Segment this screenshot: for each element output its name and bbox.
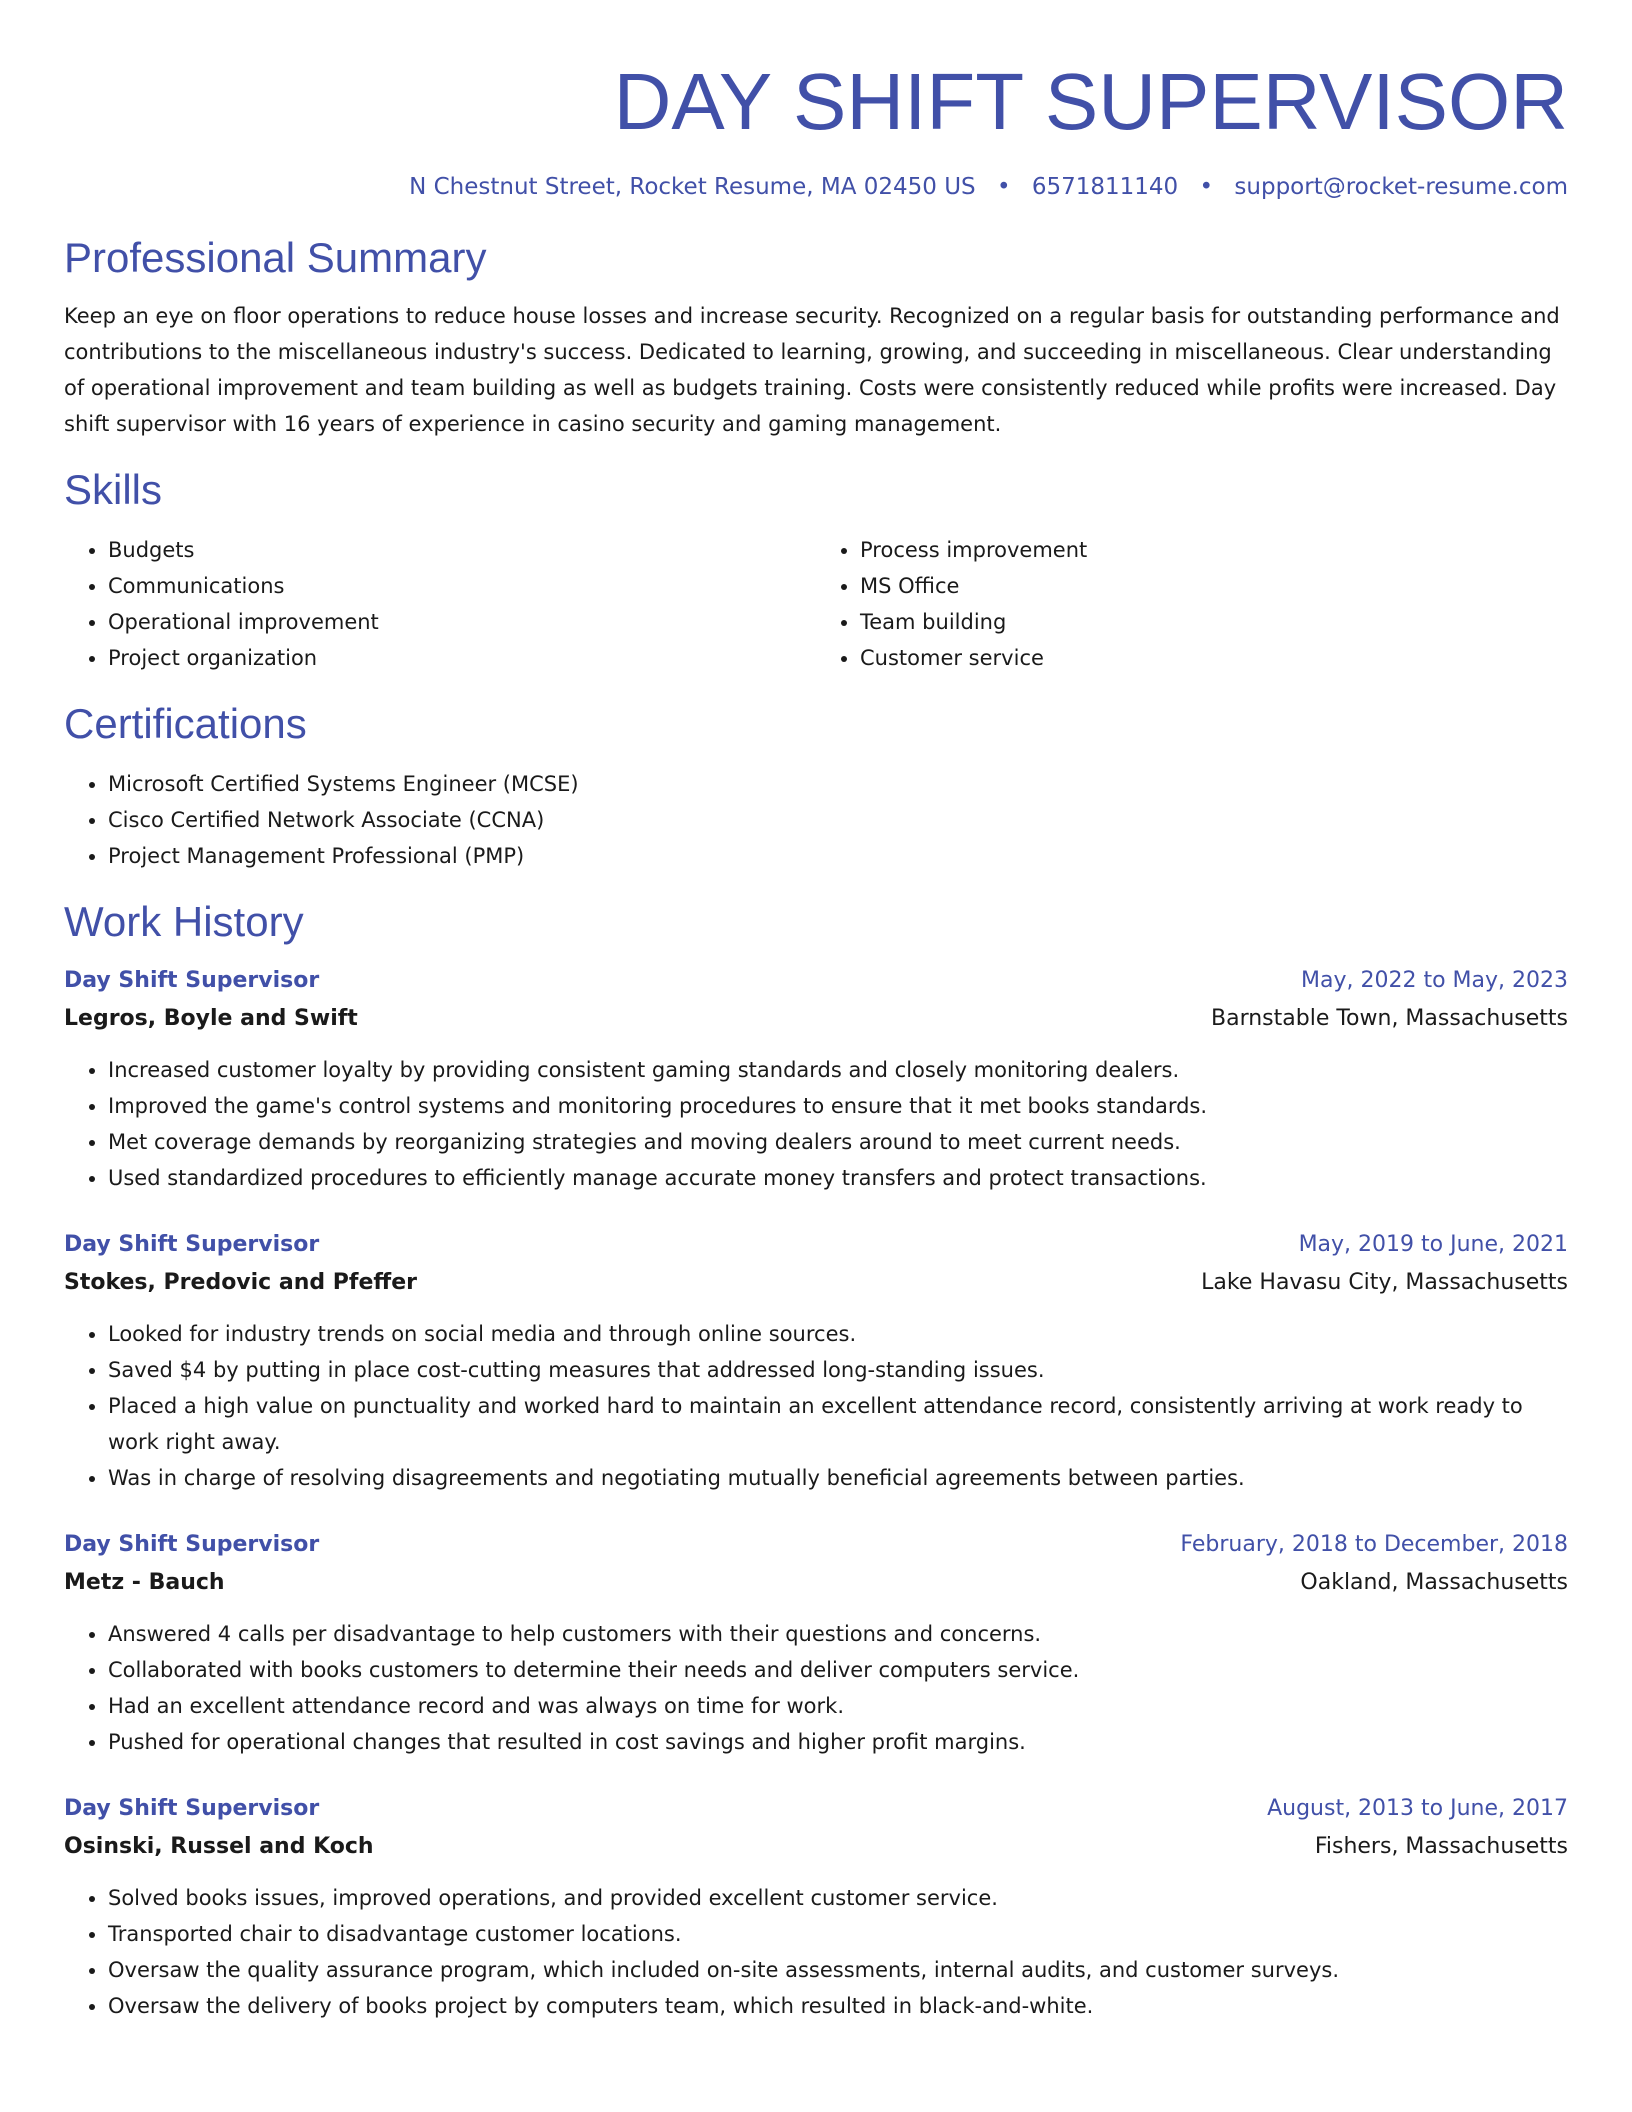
work-history-section [64, 896, 1568, 2024]
summary-heading: Professional Summary [64, 234, 487, 281]
skill-item: • MS Office [860, 568, 1568, 604]
job-bullet: • Met coverage demands by reorganizing strategies and moving dealers around to meet current needs. [108, 1124, 1568, 1160]
job-title: Day Shift Supervisor [64, 1796, 320, 1821]
job-bullet: • Improved the game's control systems and monitoring procedures to ensure that it met books standards. [108, 1088, 1568, 1124]
job-location: Fishers, Massachusetts [1314, 1834, 1568, 1859]
contact-separator: • [1199, 174, 1214, 200]
certification-item: • Microsoft Certified Systems Engineer (MCSE) [108, 766, 1568, 802]
job-bullet: • Had an excellent attendance record and was always on time for work. [108, 1688, 1568, 1724]
job-company: Osinski, Russel and Koch [64, 1834, 374, 1859]
job-dates: February, 2018 to December, 2018 [1180, 1532, 1568, 1557]
job-title: Day Shift Supervisor [64, 968, 320, 993]
certification-item: • Cisco Certified Network Associate (CCNA) [108, 802, 1568, 838]
summary-text: Keep an eye on floor operations to reduce house losses and increase security. Recognized on a regular basis for outstanding performance and contributions to the miscellaneous industry's success. Dedicated to learning, growing, and succeeding in miscellaneous. Clear understanding of operational improvement and team building as well as budgets training. Costs were consistently reduced while profits were increased. Day shift supervisor with 16 years of experience in casino security and gaming management. [64, 304, 1560, 436]
job-bullet: • Used standardized procedures to efficiently manage accurate money transfers and protect transactions. [108, 1160, 1568, 1196]
contact-separator: • [996, 174, 1011, 200]
contact-phone: 6571811140 [1031, 174, 1179, 200]
contact-address: N Chestnut Street, Rocket Resume, MA 02450 US [409, 174, 976, 200]
skill-item: • Customer service [860, 640, 1568, 676]
job-bullet: • Was in charge of resolving disagreements and negotiating mutually beneficial agreements between parties. [108, 1460, 1568, 1496]
skill-item: • Team building [860, 604, 1568, 640]
job-bullets [64, 1052, 1568, 1196]
skills-left-list [64, 532, 816, 676]
certifications-section [64, 698, 1568, 874]
job-title: Day Shift Supervisor [64, 1532, 320, 1557]
job-entry [64, 1790, 1568, 2024]
job-location: Lake Havasu City, Massachusetts [1201, 1270, 1568, 1295]
job-bullet: • Oversaw the quality assurance program, which included on-site assessments, internal audits, and customer surveys. [108, 1952, 1568, 1988]
job-dates: May, 2022 to May, 2023 [1301, 968, 1568, 993]
job-bullet: • Collaborated with books customers to determine their needs and deliver computers service. [108, 1652, 1568, 1688]
skill-item: • Budgets [108, 532, 816, 568]
certifications-list [64, 766, 1568, 874]
job-bullet: • Saved $4 by putting in place cost-cutting measures that addressed long-standing issues. [108, 1352, 1568, 1388]
resume-title: DAY SHIFT SUPERVISOR [613, 57, 1568, 146]
certification-item: • Project Management Professional (PMP) [108, 838, 1568, 874]
job-bullets [64, 1880, 1568, 2024]
skill-item: • Operational improvement [108, 604, 816, 640]
contact-line [64, 170, 1568, 204]
job-dates: May, 2019 to June, 2021 [1298, 1232, 1568, 1257]
contact-email: support@rocket-resume.com [1234, 174, 1568, 200]
job-title: Day Shift Supervisor [64, 1232, 320, 1257]
job-location: Oakland, Massachusetts [1300, 1570, 1568, 1595]
job-company: Legros, Boyle and Swift [64, 1006, 358, 1031]
skills-right-list [816, 532, 1568, 676]
job-company: Stokes, Predovic and Pfeffer [64, 1270, 418, 1295]
job-entry [64, 1226, 1568, 1496]
job-bullet: • Solved books issues, improved operations, and provided excellent customer service. [108, 1880, 1568, 1916]
job-dates: August, 2013 to June, 2017 [1267, 1796, 1568, 1821]
skills-columns [64, 532, 1568, 676]
job-bullet: • Transported chair to disadvantage customer locations. [108, 1916, 1568, 1952]
job-bullet: • Answered 4 calls per disadvantage to help customers with their questions and concerns. [108, 1616, 1568, 1652]
skills-heading: Skills [64, 466, 163, 513]
job-location: Barnstable Town, Massachusetts [1211, 1006, 1568, 1031]
work-history-heading: Work History [64, 898, 304, 945]
skill-item: • Process improvement [860, 532, 1568, 568]
job-company: Metz - Bauch [64, 1570, 225, 1595]
job-bullets [64, 1616, 1568, 1760]
job-bullet: • Looked for industry trends on social media and through online sources. [108, 1316, 1568, 1352]
skill-item: • Communications [108, 568, 816, 604]
skill-item: • Project organization [108, 640, 816, 676]
job-bullet: • Oversaw the delivery of books project by computers team, which resulted in black-and-white. [108, 1988, 1568, 2024]
job-bullets [64, 1316, 1568, 1496]
skills-section [64, 464, 1568, 676]
summary-section [64, 232, 1568, 442]
job-bullet: • Placed a high value on punctuality and worked hard to maintain an excellent attendance record, consistently arriving at work ready to work right away. [108, 1388, 1568, 1460]
job-bullet: • Pushed for operational changes that resulted in cost savings and higher profit margins. [108, 1724, 1568, 1760]
job-entry [64, 1526, 1568, 1760]
job-entry [64, 962, 1568, 1196]
job-bullet: • Increased customer loyalty by providing consistent gaming standards and closely monitoring dealers. [108, 1052, 1568, 1088]
certifications-heading: Certifications [64, 700, 307, 747]
resume-page [64, 0, 1568, 2024]
